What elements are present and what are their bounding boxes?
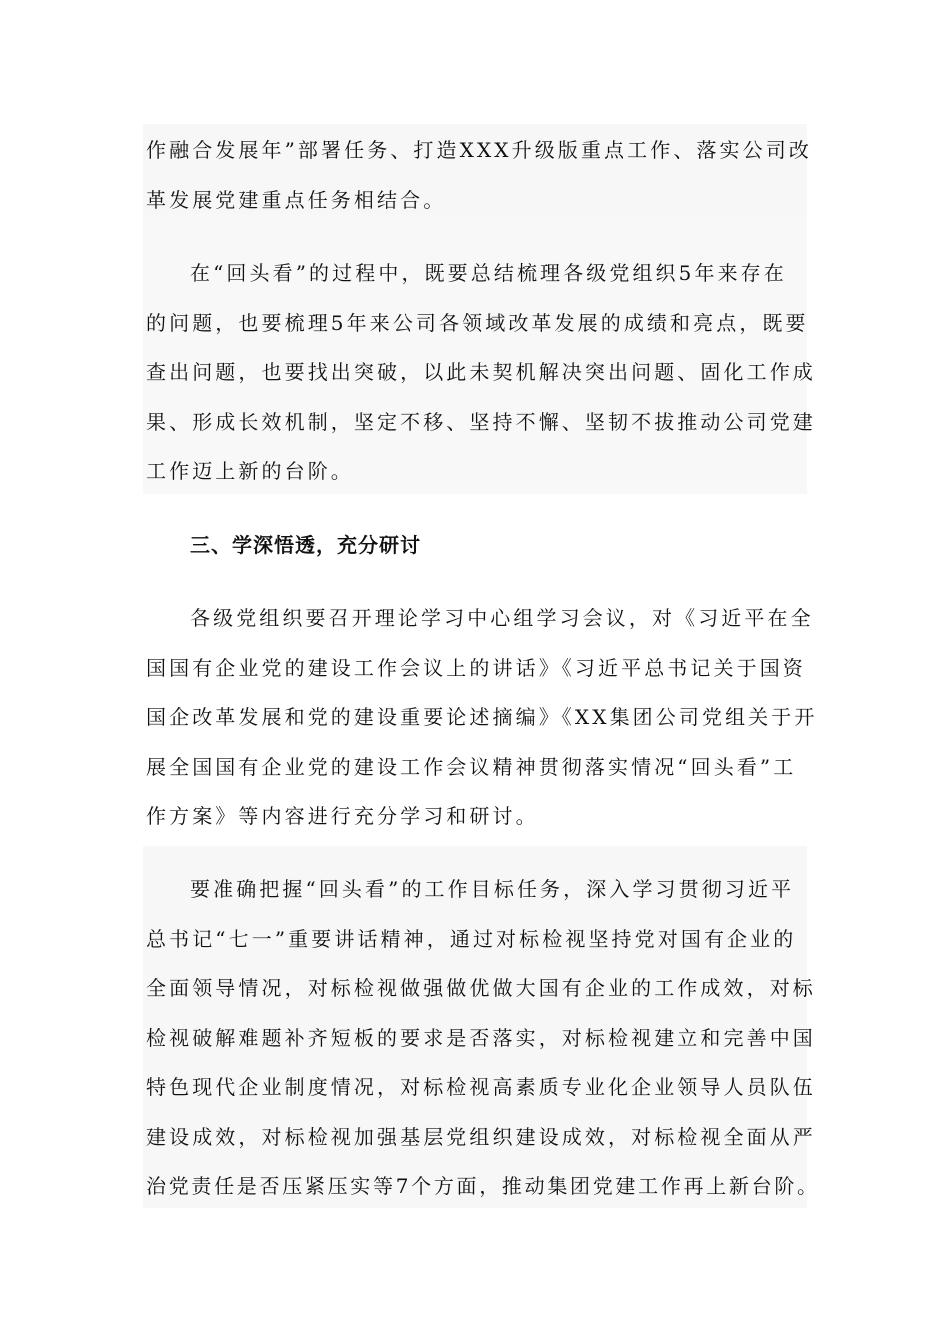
paragraph-3-line-4: 展全国国有企业党的建设工作会议精神贯彻落实情况“回头看”工 [146,755,797,779]
paragraph-4-line-5: 特色现代企业制度情况，对标检视高素质专业化企业领导人员队伍 [146,1075,816,1099]
paragraph-3-line-3: 国企改革发展和党的建设重要论述摘编》《XX集团公司党组关于开 [146,705,818,729]
paragraph-background-3 [143,516,807,846]
paragraph-2-line-1: 在“回头看”的过程中，既要总结梳理各级党组织5年来存在 [190,261,787,285]
paragraph-3-line-2: 国国有企业党的建设工作会议上的讲话》《习近平总书记关于国资 [146,656,806,680]
paragraph-background-2 [143,214,807,494]
paragraph-4-line-3: 全面领导情况，对标检视做强做优做大国有企业的工作成效，对标 [146,976,816,1000]
paragraph-1-line-1: 作融合发展年”部署任务、打造XXX升级版重点工作、落实公司改 [146,138,812,162]
section-heading: 三、学深悟透，充分研讨 [190,533,421,557]
paragraph-3-line-5: 作方案》等内容进行充分学习和研讨。 [146,804,539,828]
paragraph-1-line-2: 革发展党建重点任务相结合。 [146,188,447,212]
paragraph-4-line-2: 总书记“七一”重要讲话精神，通过对标检视坚持党对国有企业的 [146,927,797,951]
paragraph-4-line-4: 检视破解难题补齐短板的要求是否落实，对标检视建立和完善中国 [146,1026,816,1050]
paragraph-4-line-7: 治党责任是否压紧压实等7个方面，推动集团党建工作再上新台阶。 [146,1174,820,1198]
paragraph-2-line-3: 查出问题，也要找出突破，以此未契机解决突出问题、固化工作成 [146,360,816,384]
paragraph-4-line-6: 建设成效，对标检视加强基层党组织建设成效，对标检视全面从严 [146,1125,816,1149]
paragraph-3-line-1: 各级党组织要召开理论学习中心组学习会议，对《习近平在全 [190,606,814,630]
paragraph-2-line-2: 的问题，也要梳理5年来公司各领域改革发展的成绩和亮点，既要 [146,311,809,335]
paragraph-2-line-4: 果、形成长效机制，坚定不移、坚持不懈、坚韧不拔推动公司党建 [146,410,816,434]
paragraph-4-line-1: 要准确把握“回头看”的工作目标任务，深入学习贯彻习近平 [190,877,795,901]
paragraph-2-line-5: 工作迈上新的台阶。 [146,459,354,483]
